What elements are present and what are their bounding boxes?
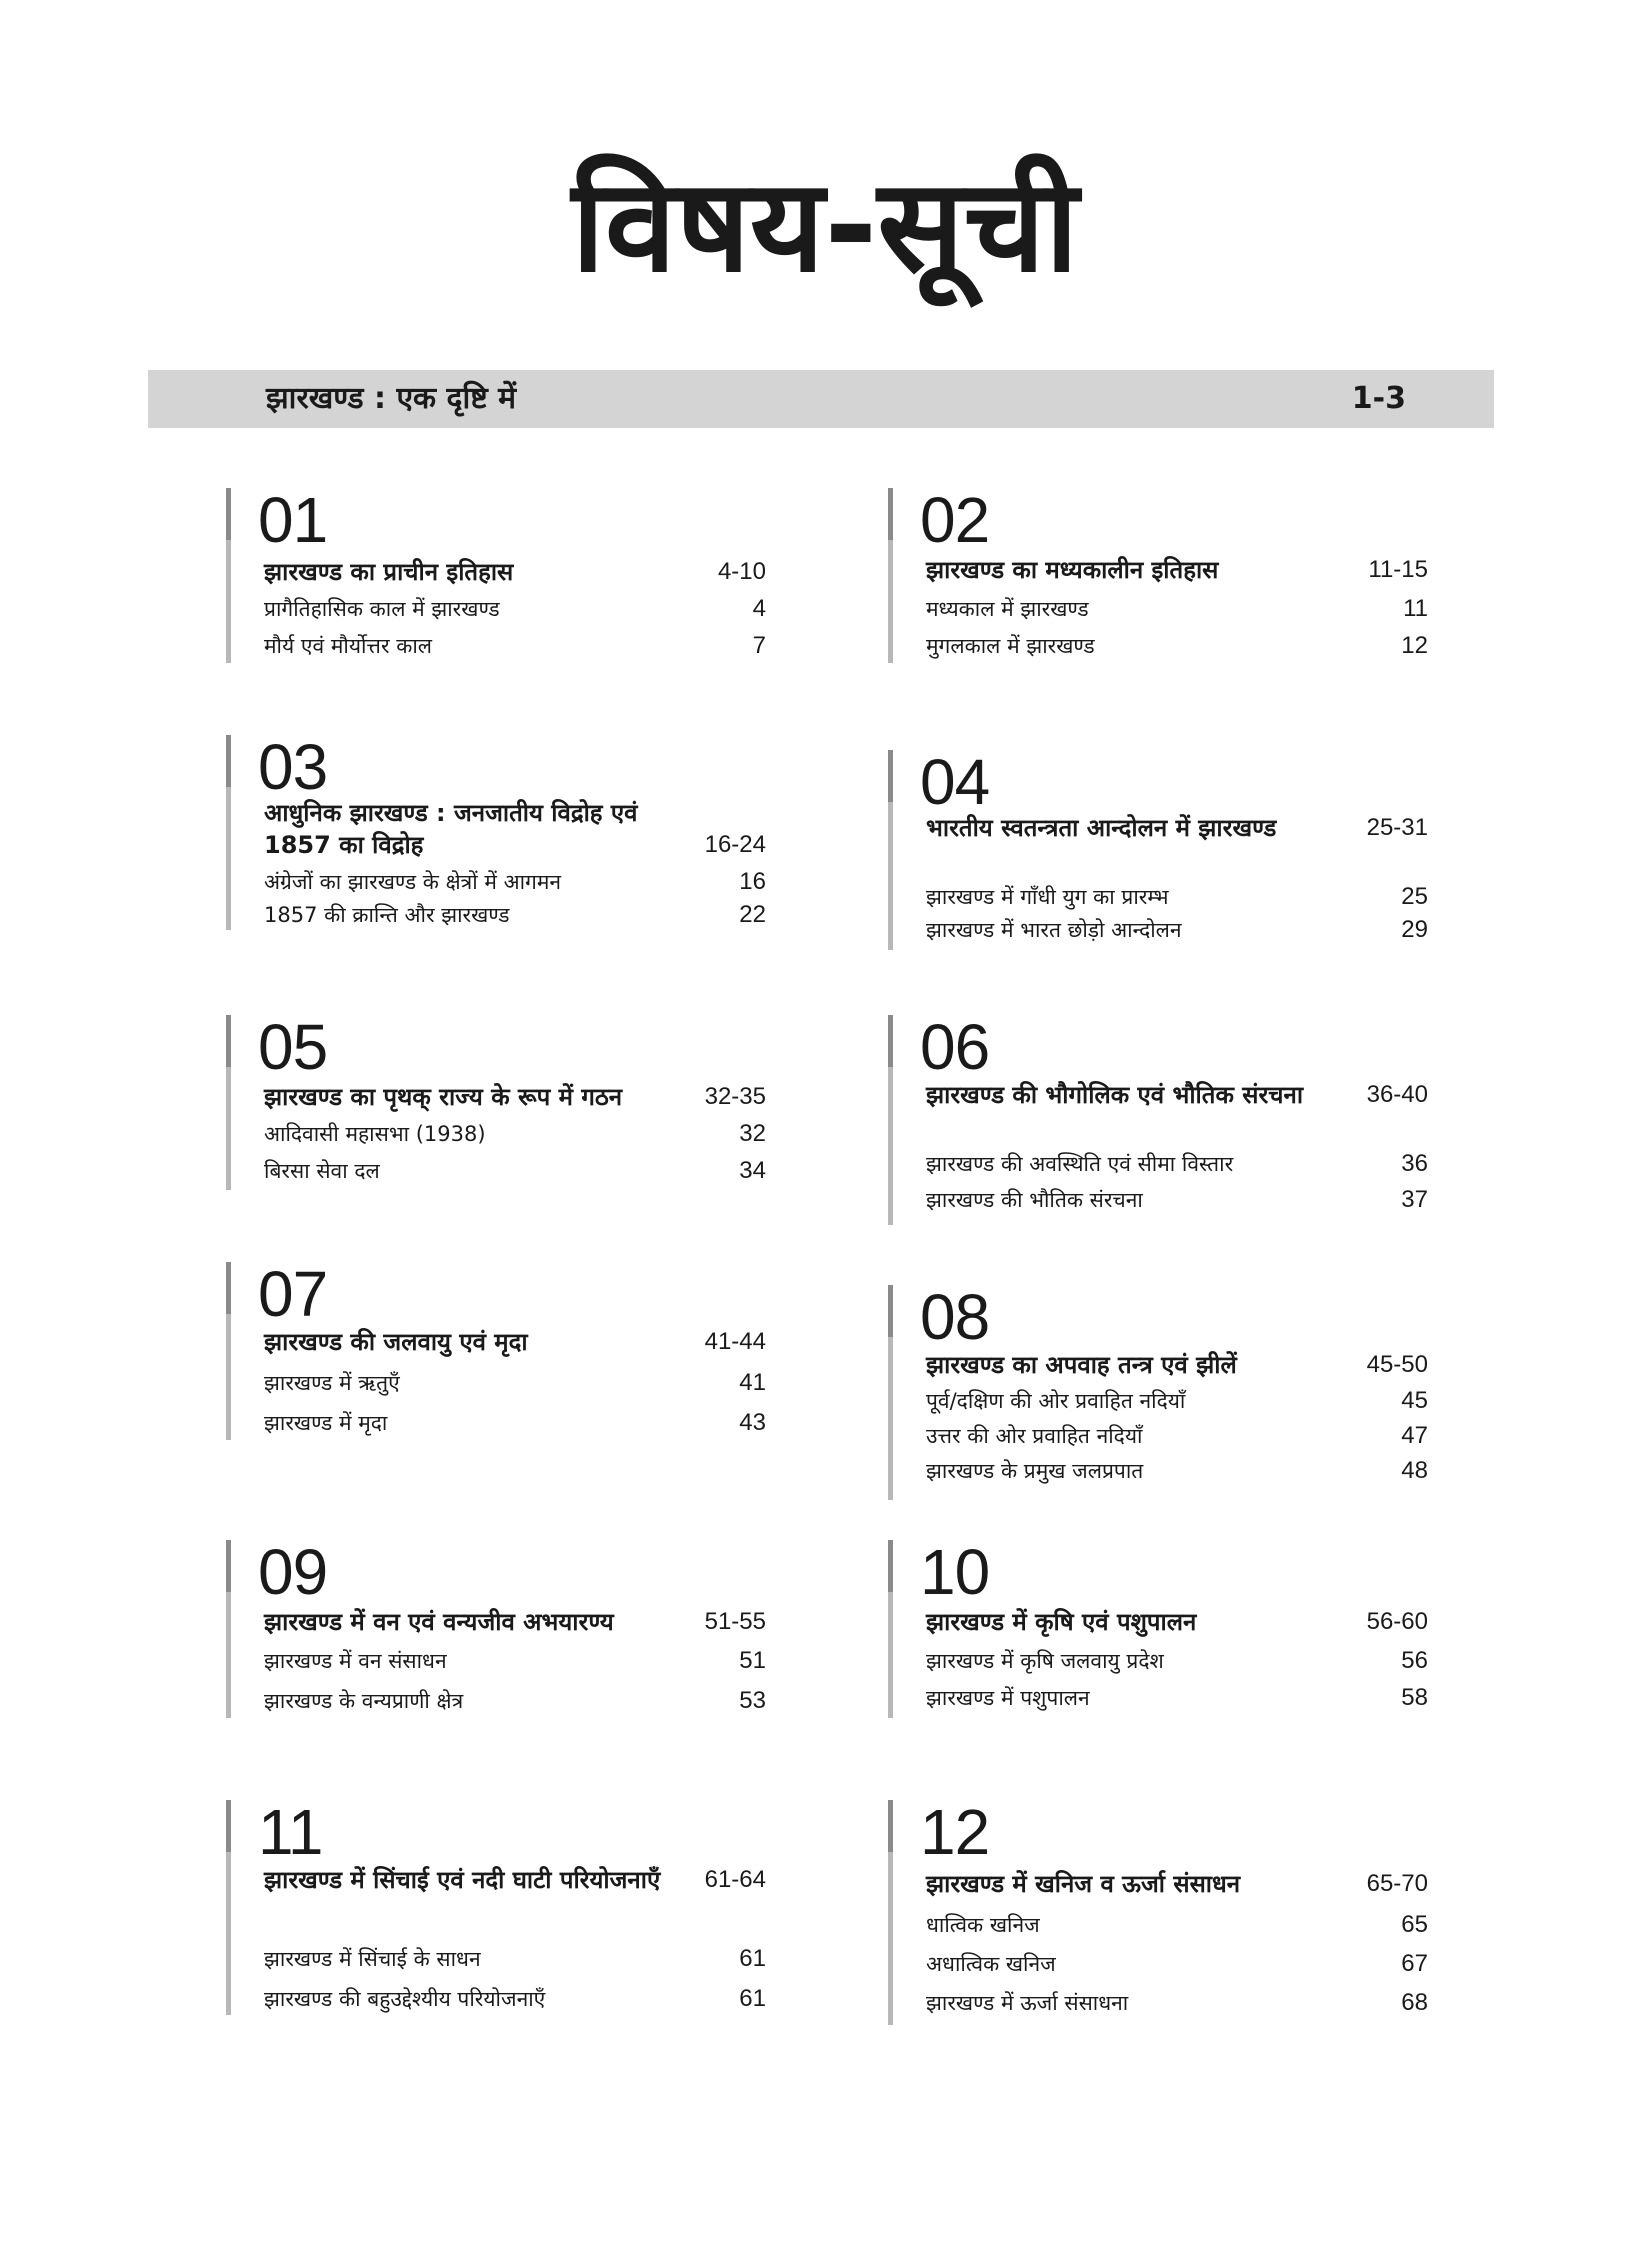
subtopic-page: 48 [1401,1457,1428,1484]
chapter-number: 06 [920,1011,990,1083]
subtopic-title: झारखण्ड में कृषि जलवायु प्रदेश [926,1649,1164,1673]
subtopic-title: धात्विक खनिज [926,1913,1040,1937]
chapter-07[interactable] [226,1258,766,1440]
chapter-number: 05 [258,1011,328,1083]
chapter-title-row[interactable] [926,1868,1428,1900]
chapter-number: 07 [258,1258,328,1330]
subtopic-row[interactable] [264,1408,766,1438]
chapter-bar-accent [888,1015,893,1067]
chapter-number: 10 [920,1536,990,1608]
chapter-title-row[interactable] [926,1079,1428,1111]
subtopic-page: 12 [1401,632,1428,659]
chapter-02[interactable] [888,484,1428,663]
chapter-05[interactable] [226,1011,766,1190]
subtopic-row[interactable] [926,1456,1428,1486]
chapter-03[interactable] [226,731,766,930]
chapter-title-row[interactable] [264,1326,766,1358]
subtopic-page: 58 [1401,1684,1428,1711]
chapter-title-row[interactable] [926,554,1428,586]
chapter-pages: 32-35 [704,1083,766,1110]
subtopic-row[interactable] [926,1149,1428,1179]
chapter-pages: 65-70 [1366,1870,1428,1897]
subtopic-row[interactable] [926,882,1428,912]
chapter-bar-accent [226,1800,231,1852]
chapter-bar-accent [888,750,893,802]
chapter-title-row[interactable] [264,797,766,861]
chapter-title-row[interactable] [264,1606,766,1638]
chapter-pages: 11-15 [1368,556,1428,583]
subtopic-page: 45 [1401,1387,1428,1414]
subtopic-page: 51 [739,1647,766,1674]
subtopic-page: 7 [752,632,766,659]
subtopic-row[interactable] [264,867,766,897]
chapter-bar-accent [226,1540,231,1592]
subtopic-page: 68 [1401,1989,1428,2016]
subtopic-title: झारखण्ड में पशुपालन [926,1686,1090,1710]
chapter-08[interactable] [888,1281,1428,1500]
subtopic-row[interactable] [926,594,1428,624]
chapter-title-row[interactable] [926,812,1428,844]
chapter-number: 08 [920,1281,990,1353]
subtopic-title: झारखण्ड की बहुउद्देश्यीय परियोजनाएँ [264,1987,546,2011]
subtopic-page: 43 [739,1409,766,1436]
subtopic-page: 22 [739,901,766,928]
chapter-title-row[interactable] [264,1081,766,1113]
subtopic-title: झारखण्ड के प्रमुख जलप्रपात [926,1459,1144,1483]
subtopic-title: मौर्य एवं मौर्योत्तर काल [264,634,433,658]
subtopic-row[interactable] [926,915,1428,945]
chapter-title-row[interactable] [264,1864,766,1896]
chapter-title: भारतीय स्वतन्त्रता आन्दोलन में झारखण्ड [926,814,1277,842]
chapter-04[interactable] [888,746,1428,950]
chapter-number: 03 [258,731,328,803]
subtopic-row[interactable] [264,631,766,661]
overview-banner[interactable] [148,370,1494,428]
subtopic-title: आदिवासी महासभा (1938) [264,1122,486,1146]
chapter-11[interactable] [226,1796,766,2015]
chapter-title: झारखण्ड का प्राचीन इतिहास [264,558,514,586]
chapter-title-row[interactable] [926,1606,1428,1638]
subtopic-row[interactable] [926,1185,1428,1215]
subtopic-row[interactable] [264,1646,766,1676]
subtopic-title: मध्यकाल में झारखण्ड [926,597,1089,621]
subtopic-row[interactable] [926,1910,1428,1940]
chapter-number: 02 [920,484,990,556]
subtopic-page: 41 [739,1369,766,1396]
chapter-pages: 16-24 [704,831,766,858]
chapter-pages: 41-44 [704,1328,766,1355]
subtopic-page: 16 [739,868,766,895]
chapter-bar-accent [226,488,231,540]
subtopic-title: उत्तर की ओर प्रवाहित नदियाँ [926,1424,1143,1448]
subtopic-row[interactable] [264,1984,766,2014]
chapter-title: आधुनिक झारखण्ड : जनजातीय विद्रोह एवं 1857 का विद्रोह [264,799,638,859]
subtopic-title: बिरसा सेवा दल [264,1159,380,1183]
subtopic-row[interactable] [926,1949,1428,1979]
chapter-10[interactable] [888,1536,1428,1718]
subtopic-title: प्रागैतिहासिक काल में झारखण्ड [264,597,500,621]
chapter-bar-accent [888,488,893,540]
chapter-09[interactable] [226,1536,766,1718]
subtopic-page: 56 [1401,1647,1428,1674]
chapter-pages: 25-31 [1366,814,1428,841]
chapter-title: झारखण्ड में वन एवं वन्यजीव अभयारण्य [264,1608,614,1636]
chapter-bar-accent [226,1015,231,1067]
subtopic-title: झारखण्ड की भौतिक संरचना [926,1188,1143,1212]
chapter-title: झारखण्ड की भौगोलिक एवं भौतिक संरचना [926,1081,1304,1109]
chapter-number: 01 [258,484,328,556]
chapter-pages: 4-10 [717,558,766,585]
subtopic-title: 1857 की क्रान्ति और झारखण्ड [264,903,510,927]
subtopic-title: अधात्विक खनिज [926,1952,1056,1976]
subtopic-page: 53 [739,1687,766,1714]
chapter-pages: 61-64 [704,1866,766,1893]
subtopic-title: झारखण्ड की अवस्थिति एवं सीमा विस्तार [926,1152,1234,1176]
subtopic-page: 29 [1401,916,1428,943]
chapter-title: झारखण्ड में कृषि एवं पशुपालन [926,1608,1197,1636]
subtopic-page: 61 [739,1985,766,2012]
subtopic-title: झारखण्ड में मृदा [264,1411,388,1435]
subtopic-title: झारखण्ड में ऊर्जा संसाधना [926,1991,1129,2015]
chapter-number: 11 [258,1796,323,1868]
subtopic-title: झारखण्ड में वन संसाधन [264,1649,447,1673]
subtopic-page: 61 [739,1945,766,1972]
chapter-bar-accent [226,1262,231,1314]
subtopic-page: 11 [1403,595,1428,622]
chapter-12[interactable] [888,1796,1428,2025]
subtopic-row[interactable] [264,594,766,624]
subtopic-title: झारखण्ड में ऋतुएँ [264,1371,400,1395]
chapter-bar-accent [226,735,231,787]
subtopic-row[interactable] [926,631,1428,661]
chapter-number: 12 [920,1796,990,1868]
subtopic-page: 25 [1401,883,1428,910]
chapter-title: झारखण्ड में खनिज व ऊर्जा संसाधन [926,1870,1241,1898]
chapter-pages: 56-60 [1366,1608,1428,1635]
subtopic-page: 4 [752,595,766,622]
subtopic-row[interactable] [926,1646,1428,1676]
subtopic-title: झारखण्ड में सिंचाई के साधन [264,1947,481,1971]
subtopic-row[interactable] [264,1156,766,1186]
banner-pages: 1-3 [1351,381,1406,416]
subtopic-row[interactable] [264,1119,766,1149]
subtopic-row[interactable] [264,1368,766,1398]
chapter-bar-accent [888,1285,893,1337]
subtopic-page: 65 [1401,1911,1428,1938]
chapter-pages: 36-40 [1366,1081,1428,1108]
chapter-title: झारखण्ड का मध्यकालीन इतिहास [926,556,1219,584]
chapter-title-row[interactable] [264,556,766,588]
chapter-title: झारखण्ड की जलवायु एवं मृदा [264,1328,528,1356]
subtopic-row[interactable] [926,1386,1428,1416]
banner-title: झारखण्ड : एक दृष्टि में [266,381,517,416]
chapter-bar-accent [888,1800,893,1852]
chapter-number: 09 [258,1536,328,1608]
chapter-pages: 45-50 [1366,1351,1428,1378]
subtopic-title: अंग्रेजों का झारखण्ड के क्षेत्रों में आगमन [264,870,562,894]
subtopic-page: 32 [739,1120,766,1147]
subtopic-row[interactable] [926,1683,1428,1713]
subtopic-title: झारखण्ड में भारत छोड़ो आन्दोलन [926,918,1182,942]
chapter-title: झारखण्ड का अपवाह तन्त्र एवं झीलें [926,1351,1237,1379]
subtopic-title: झारखण्ड के वन्यप्राणी क्षेत्र [264,1689,464,1713]
subtopic-page: 37 [1401,1186,1428,1213]
chapter-bar-accent [888,1540,893,1592]
chapter-01[interactable] [226,484,766,663]
chapter-06[interactable] [888,1011,1428,1225]
subtopic-page: 67 [1401,1950,1428,1977]
subtopic-row[interactable] [926,1988,1428,2018]
chapter-title-row[interactable] [926,1349,1428,1381]
chapter-pages: 51-55 [704,1608,766,1635]
page-title: विषय-सूची [571,152,1079,301]
chapter-title: झारखण्ड में सिंचाई एवं नदी घाटी परियोजनाएँ [264,1866,661,1894]
subtopic-title: झारखण्ड में गाँधी युग का प्रारम्भ [926,885,1169,909]
subtopic-page: 34 [739,1157,766,1184]
subtopic-title: पूर्व/दक्षिण की ओर प्रवाहित नदियाँ [926,1389,1186,1413]
subtopic-row[interactable] [926,1421,1428,1451]
subtopic-page: 47 [1401,1422,1428,1449]
subtopic-row[interactable] [264,1944,766,1974]
subtopic-row[interactable] [264,900,766,930]
chapter-title: झारखण्ड का पृथक् राज्य के रूप में गठन [264,1083,623,1111]
subtopic-title: मुगलकाल में झारखण्ड [926,634,1095,658]
subtopic-page: 36 [1401,1150,1428,1177]
chapter-number: 04 [920,746,990,818]
subtopic-row[interactable] [264,1686,766,1716]
